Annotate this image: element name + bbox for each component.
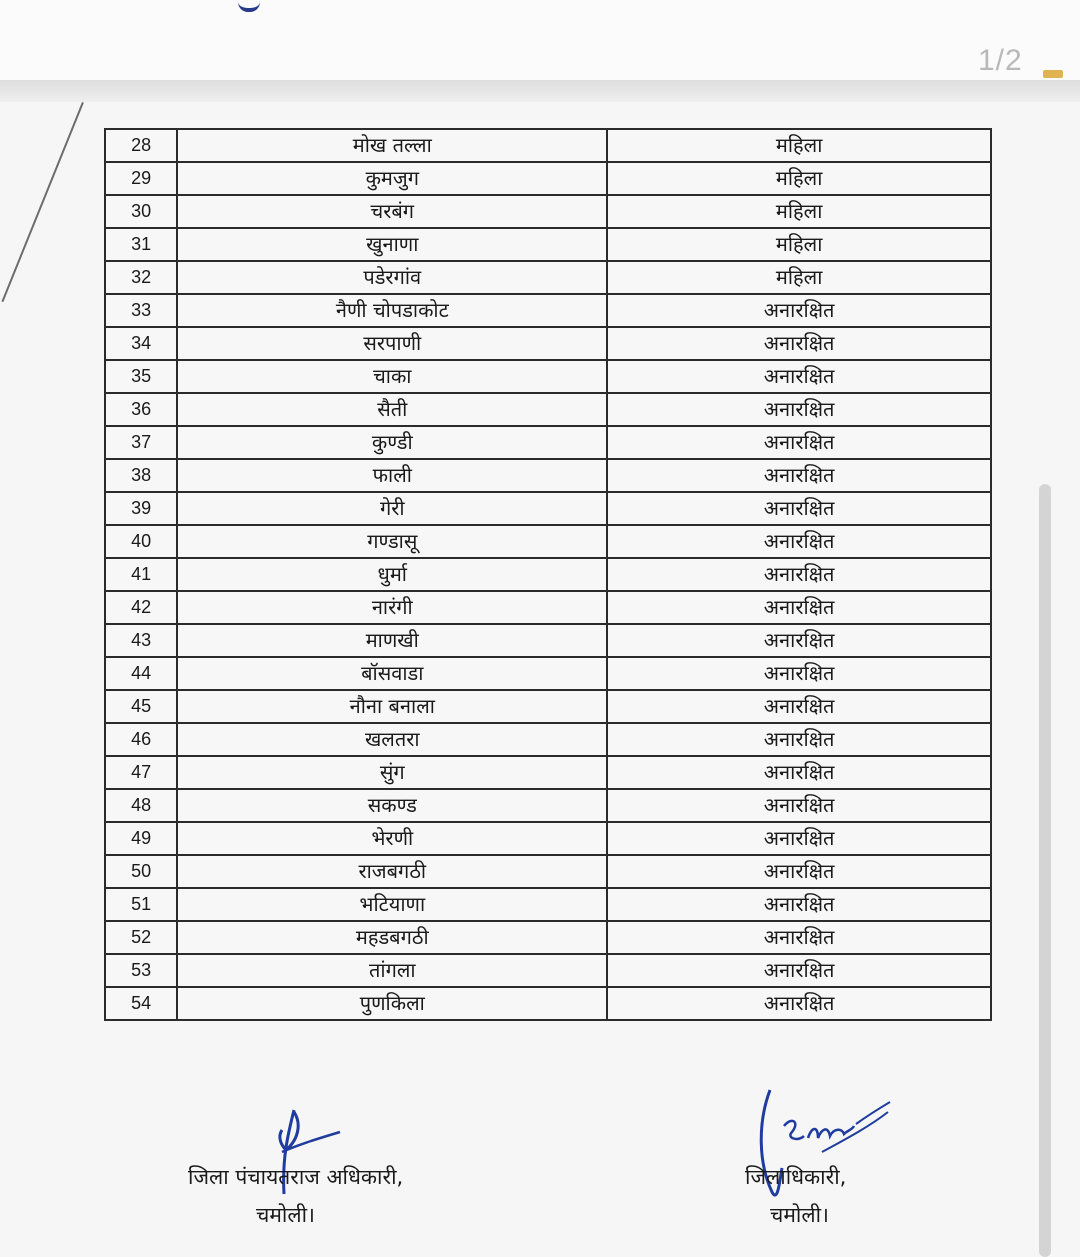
- serial-number-cell: 41: [105, 558, 177, 591]
- reservation-category-cell: अनारक्षित: [607, 921, 991, 954]
- signatory-right-place: चमोली।: [770, 1203, 829, 1227]
- reservation-category-cell: अनारक्षित: [607, 987, 991, 1020]
- panchayat-name-cell: नारंगी: [177, 591, 607, 624]
- table-row: [105, 921, 991, 954]
- reservation-category-cell: अनारक्षित: [607, 525, 991, 558]
- panchayat-name-cell: राजबगठी: [177, 855, 607, 888]
- table-row: [105, 492, 991, 525]
- serial-number-cell: 54: [105, 987, 177, 1020]
- serial-number-cell: 43: [105, 624, 177, 657]
- serial-number-cell: 28: [105, 129, 177, 162]
- panchayat-name-cell: चाका: [177, 360, 607, 393]
- serial-number-cell: 48: [105, 789, 177, 822]
- reservation-category-cell: अनारक्षित: [607, 459, 991, 492]
- reservation-category-cell: अनारक्षित: [607, 723, 991, 756]
- reservation-category-cell: अनारक्षित: [607, 393, 991, 426]
- reservation-category-cell: अनारक्षित: [607, 690, 991, 723]
- panchayat-name-cell: भेरणी: [177, 822, 607, 855]
- serial-number-cell: 46: [105, 723, 177, 756]
- table-row: [105, 789, 991, 822]
- panchayat-name-cell: माणखी: [177, 624, 607, 657]
- table-row: [105, 756, 991, 789]
- table-row: [105, 327, 991, 360]
- table-row: [105, 855, 991, 888]
- table-row: [105, 459, 991, 492]
- panchayat-name-cell: बॉसवाडा: [177, 657, 607, 690]
- panchayat-name-cell: पुणकिला: [177, 987, 607, 1020]
- reservation-category-cell: अनारक्षित: [607, 657, 991, 690]
- table-row: [105, 624, 991, 657]
- serial-number-cell: 52: [105, 921, 177, 954]
- panchayat-name-cell: सकण्ड: [177, 789, 607, 822]
- serial-number-cell: 45: [105, 690, 177, 723]
- serial-number-cell: 30: [105, 195, 177, 228]
- table-row: [105, 690, 991, 723]
- table-row: [105, 426, 991, 459]
- serial-number-cell: 44: [105, 657, 177, 690]
- reservation-category-cell: अनारक्षित: [607, 327, 991, 360]
- serial-number-cell: 47: [105, 756, 177, 789]
- table-row: [105, 162, 991, 195]
- table-row: [105, 360, 991, 393]
- table-row: [105, 987, 991, 1020]
- panchayat-name-cell: सुंग: [177, 756, 607, 789]
- panchayat-name-cell: कुमजुग: [177, 162, 607, 195]
- panchayat-name-cell: कुण्डी: [177, 426, 607, 459]
- page-indicator: 1/2: [978, 44, 1023, 77]
- serial-number-cell: 42: [105, 591, 177, 624]
- reservation-category-cell: महिला: [607, 195, 991, 228]
- panchayat-name-cell: नैणी चोपडाकोट: [177, 294, 607, 327]
- reservation-category-cell: अनारक्षित: [607, 294, 991, 327]
- reservation-table: [104, 128, 992, 1021]
- panchayat-name-cell: चरबंग: [177, 195, 607, 228]
- panchayat-name-cell: पडेरगांव: [177, 261, 607, 294]
- panchayat-name-cell: खलतरा: [177, 723, 607, 756]
- reservation-category-cell: अनारक्षित: [607, 954, 991, 987]
- table-row: [105, 294, 991, 327]
- serial-number-cell: 29: [105, 162, 177, 195]
- reservation-category-cell: अनारक्षित: [607, 558, 991, 591]
- panchayat-name-cell: भटियाणा: [177, 888, 607, 921]
- serial-number-cell: 40: [105, 525, 177, 558]
- serial-number-cell: 37: [105, 426, 177, 459]
- table-row: [105, 525, 991, 558]
- viewer-top-band: [0, 0, 1080, 80]
- table-row: [105, 261, 991, 294]
- panchayat-name-cell: सरपाणी: [177, 327, 607, 360]
- reservation-category-cell: अनारक्षित: [607, 789, 991, 822]
- scrollbar[interactable]: [1039, 484, 1051, 1257]
- signature-right: [752, 1082, 902, 1212]
- signatory-right-title: जिलाधिकारी,: [745, 1165, 847, 1189]
- table-row: [105, 888, 991, 921]
- table-body: [105, 129, 991, 1020]
- serial-number-cell: 32: [105, 261, 177, 294]
- panchayat-name-cell: नौना बनाला: [177, 690, 607, 723]
- serial-number-cell: 51: [105, 888, 177, 921]
- serial-number-cell: 34: [105, 327, 177, 360]
- serial-number-cell: 38: [105, 459, 177, 492]
- reservation-category-cell: अनारक्षित: [607, 492, 991, 525]
- reservation-category-cell: महिला: [607, 162, 991, 195]
- panchayat-name-cell: गेरी: [177, 492, 607, 525]
- reservation-category-cell: महिला: [607, 129, 991, 162]
- panchayat-name-cell: मोख तल्ला: [177, 129, 607, 162]
- page-indicator-mark: [1043, 70, 1063, 78]
- reservation-category-cell: अनारक्षित: [607, 888, 991, 921]
- table-row: [105, 393, 991, 426]
- signatory-left-place: चमोली।: [256, 1203, 315, 1227]
- reservation-category-cell: अनारक्षित: [607, 822, 991, 855]
- serial-number-cell: 35: [105, 360, 177, 393]
- panchayat-name-cell: सैती: [177, 393, 607, 426]
- serial-number-cell: 39: [105, 492, 177, 525]
- table-row: [105, 591, 991, 624]
- reservation-category-cell: अनारक्षित: [607, 591, 991, 624]
- page-separator: [0, 80, 1080, 102]
- serial-number-cell: 31: [105, 228, 177, 261]
- panchayat-name-cell: खुनाणा: [177, 228, 607, 261]
- serial-number-cell: 50: [105, 855, 177, 888]
- table-row: [105, 228, 991, 261]
- reservation-category-cell: महिला: [607, 261, 991, 294]
- table-row: [105, 822, 991, 855]
- reservation-category-cell: अनारक्षित: [607, 624, 991, 657]
- table-row: [105, 558, 991, 591]
- panchayat-name-cell: फाली: [177, 459, 607, 492]
- reservation-category-cell: अनारक्षित: [607, 360, 991, 393]
- panchayat-name-cell: तांगला: [177, 954, 607, 987]
- table-row: [105, 657, 991, 690]
- serial-number-cell: 36: [105, 393, 177, 426]
- table-row: [105, 954, 991, 987]
- serial-number-cell: 33: [105, 294, 177, 327]
- reservation-category-cell: महिला: [607, 228, 991, 261]
- panchayat-name-cell: धुर्मा: [177, 558, 607, 591]
- table-row: [105, 195, 991, 228]
- table-row: [105, 723, 991, 756]
- reservation-category-cell: अनारक्षित: [607, 756, 991, 789]
- panchayat-name-cell: महडबगठी: [177, 921, 607, 954]
- table-row: [105, 129, 991, 162]
- reservation-category-cell: अनारक्षित: [607, 855, 991, 888]
- serial-number-cell: 53: [105, 954, 177, 987]
- signatory-left-title: जिला पंचायतराज अधिकारी,: [188, 1165, 404, 1189]
- reservation-category-cell: अनारक्षित: [607, 426, 991, 459]
- serial-number-cell: 49: [105, 822, 177, 855]
- panchayat-name-cell: गण्डासू: [177, 525, 607, 558]
